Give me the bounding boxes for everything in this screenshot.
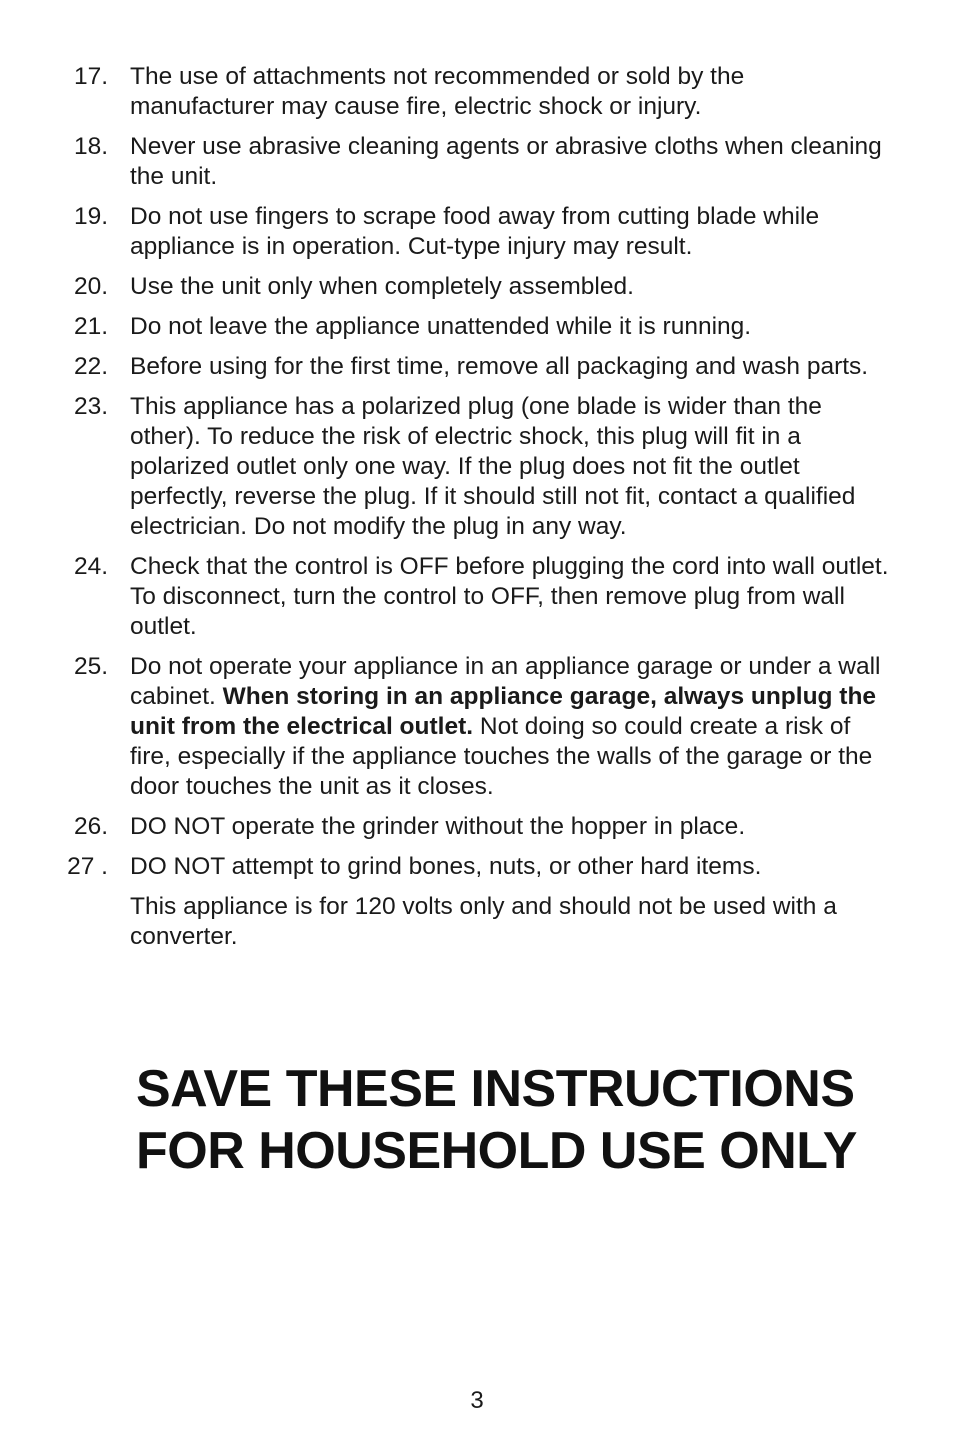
item-number: 17. <box>73 63 108 90</box>
item-text: DO NOT operate the grinder without the hopper in place. <box>130 813 746 840</box>
item-number: 22. <box>73 353 108 380</box>
item-number: 21. <box>73 313 108 340</box>
item-number: 19. <box>73 203 108 230</box>
heading-line: FOR HOUSEHOLD USE ONLY <box>136 1122 857 1180</box>
item-text: Never use abrasive cleaning agents or abrasive cloths when cleaning the unit. <box>130 133 882 190</box>
list-item <box>0 202 954 262</box>
item-text-regular: Do not operate your appliance in an appliance garage or under a wall cabinet. <box>130 653 881 710</box>
item-number: 18. <box>73 133 108 160</box>
list-item <box>0 812 954 842</box>
page-number: 3 <box>470 1387 484 1414</box>
list-item <box>0 352 954 382</box>
item-number: 24. <box>73 553 108 580</box>
item-number: 25. <box>73 653 108 680</box>
item-text: Before using for the first time, remove all packaging and wash parts. <box>130 353 869 380</box>
item-text: The use of attachments not recommended or sold by the manufacturer may cause fire, electric shock or injury. <box>130 63 745 120</box>
item-text: This appliance has a polarized plug (one blade is wider than the other). To reduce the risk of electric shock, this plug will fit in a polarized outlet only one way. If the plug does not fit the outlet perfectly, reverse the plug. If it should still not fit, contact a qualified electrician. Do not modify the plug in any way. <box>130 393 856 540</box>
list-item <box>0 62 954 122</box>
item-number: 27 . <box>67 853 108 880</box>
list-item <box>0 652 954 802</box>
list-item <box>0 552 954 642</box>
item-text: Check that the control is OFF before plugging the cord into wall outlet. To disconnect, turn the control to OFF, then remove plug from wall outlet. <box>130 553 889 640</box>
item-number: 20. <box>73 273 108 300</box>
item-text-emphasis: When storing in an appliance garage, always unplug the unit from the electrical outlet. <box>130 683 877 740</box>
item-number: 26. <box>73 813 108 840</box>
item-text: DO NOT attempt to grind bones, nuts, or other hard items. <box>130 853 762 880</box>
page-heading <box>136 1058 857 1182</box>
safety-instructions-list <box>0 62 954 952</box>
list-item <box>0 852 954 882</box>
voltage-note: This appliance is for 120 volts only and should not be used with a converter. <box>130 893 837 950</box>
item-text: Do not leave the appliance unattended while it is running. <box>130 313 752 340</box>
list-item <box>0 132 954 192</box>
item-text: Do not use fingers to scrape food away from cutting blade while appliance is in operation. Cut-type injury may result. <box>130 203 820 260</box>
item-text: Use the unit only when completely assembled. <box>130 273 634 300</box>
item-text <box>130 653 880 800</box>
list-item <box>0 312 954 342</box>
list-item <box>0 272 954 302</box>
item-number: 23. <box>73 393 108 420</box>
heading-line: SAVE THESE INSTRUCTIONS <box>136 1060 855 1118</box>
list-item <box>0 392 954 542</box>
item-text-regular: Not doing so could create a risk of fire, especially if the appliance touches the walls of the garage or the door touches the unit as it closes. <box>130 713 873 800</box>
